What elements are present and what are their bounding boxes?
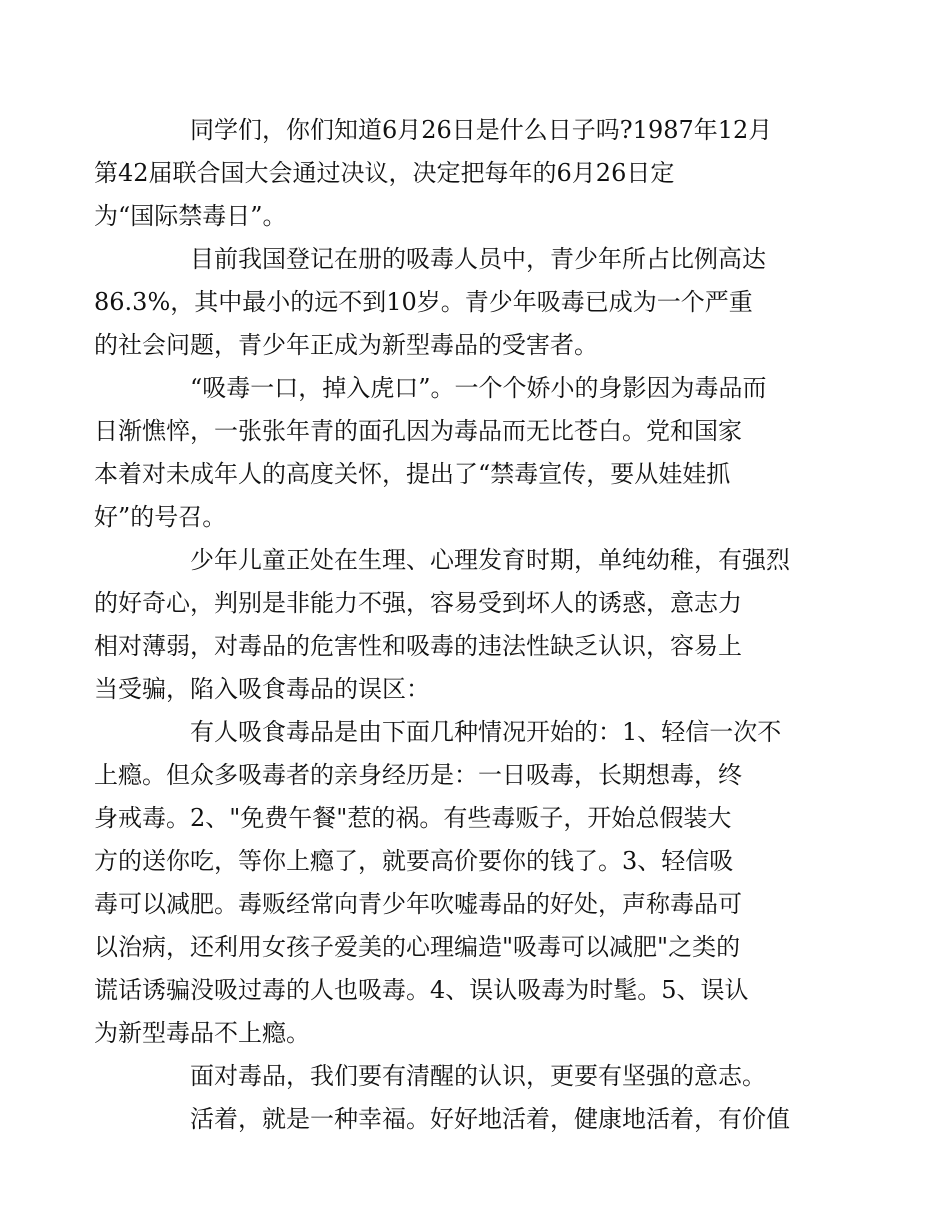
paragraph-5-line-7: 谎话诱骗没吸过毒的人也吸毒。4、误认吸毒为时髦。5、误认 <box>94 976 749 1004</box>
document-body <box>94 109 814 1141</box>
paragraph-3-line-2: 日渐憔悴，一张张年青的面孔因为毒品而无比苍白。党和国家 <box>94 417 742 445</box>
paragraph-2-line-3: 的社会问题，青少年正成为新型毒品的受害者。 <box>94 331 598 359</box>
paragraph-4-line-1: 少年儿童正处在生理、心理发育时期，单纯幼稚，有强烈 <box>190 546 790 574</box>
paragraph-1 <box>94 109 814 238</box>
paragraph-5 <box>94 711 814 1055</box>
paragraph-5-line-4: 方的送你吃，等你上瘾了，就要高价要你的钱了。3、轻信吸 <box>94 847 734 875</box>
paragraph-5-line-1: 有人吸食毒品是由下面几种情况开始的：1、轻信一次不 <box>190 718 782 746</box>
paragraph-4-line-4: 当受骗，陷入吸食毒品的误区： <box>94 675 430 703</box>
paragraph-1-line-1: 同学们，你们知道6月26日是什么日子吗?1987年12月 <box>190 116 773 144</box>
paragraph-2 <box>94 238 814 367</box>
paragraph-1-line-2: 第42届联合国大会通过决议，决定把每年的6月26日定 <box>94 159 675 187</box>
paragraph-4 <box>94 539 814 711</box>
paragraph-2-line-2: 86.3%，其中最小的远不到10岁。青少年吸毒已成为一个严重 <box>94 288 753 316</box>
paragraph-6 <box>142 1055 814 1098</box>
paragraph-3-line-3: 本着对未成年人的高度关怀，提出了“禁毒宣传，要从娃娃抓 <box>94 460 731 488</box>
paragraph-3-line-1: “吸毒一口，掉入虎口”。一个个娇小的身影因为毒品而 <box>190 374 767 402</box>
paragraph-6-line-1: 面对毒品，我们要有清醒的认识，更要有坚强的意志。 <box>190 1062 766 1090</box>
paragraph-7 <box>142 1098 814 1141</box>
paragraph-5-line-3: 身戒毒。2、"免费午餐"惹的祸。有些毒贩子，开始总假装大 <box>94 804 732 832</box>
paragraph-4-line-3: 相对薄弱，对毒品的危害性和吸毒的违法性缺乏认识，容易上 <box>94 632 742 660</box>
paragraph-3-line-4: 好”的号召。 <box>94 503 227 531</box>
paragraph-3 <box>94 367 814 539</box>
paragraph-2-line-1: 目前我国登记在册的吸毒人员中，青少年所占比例高达 <box>190 245 766 273</box>
paragraph-5-line-8: 为新型毒品不上瘾。 <box>94 1019 310 1047</box>
paragraph-4-line-2: 的好奇心，判别是非能力不强，容易受到坏人的诱惑，意志力 <box>94 589 742 617</box>
paragraph-7-line-1: 活着，就是一种幸福。好好地活着，健康地活着，有价值 <box>190 1105 790 1133</box>
paragraph-5-line-6: 以治病，还利用女孩子爱美的心理编造"吸毒可以减肥"之类的 <box>94 933 741 961</box>
paragraph-5-line-5: 毒可以减肥。毒贩经常向青少年吹嘘毒品的好处，声称毒品可 <box>94 890 742 918</box>
paragraph-1-line-3: 为“国际禁毒日”。 <box>94 202 287 230</box>
paragraph-5-line-2: 上瘾。但众多吸毒者的亲身经历是：一日吸毒，长期想毒，终 <box>94 761 742 789</box>
